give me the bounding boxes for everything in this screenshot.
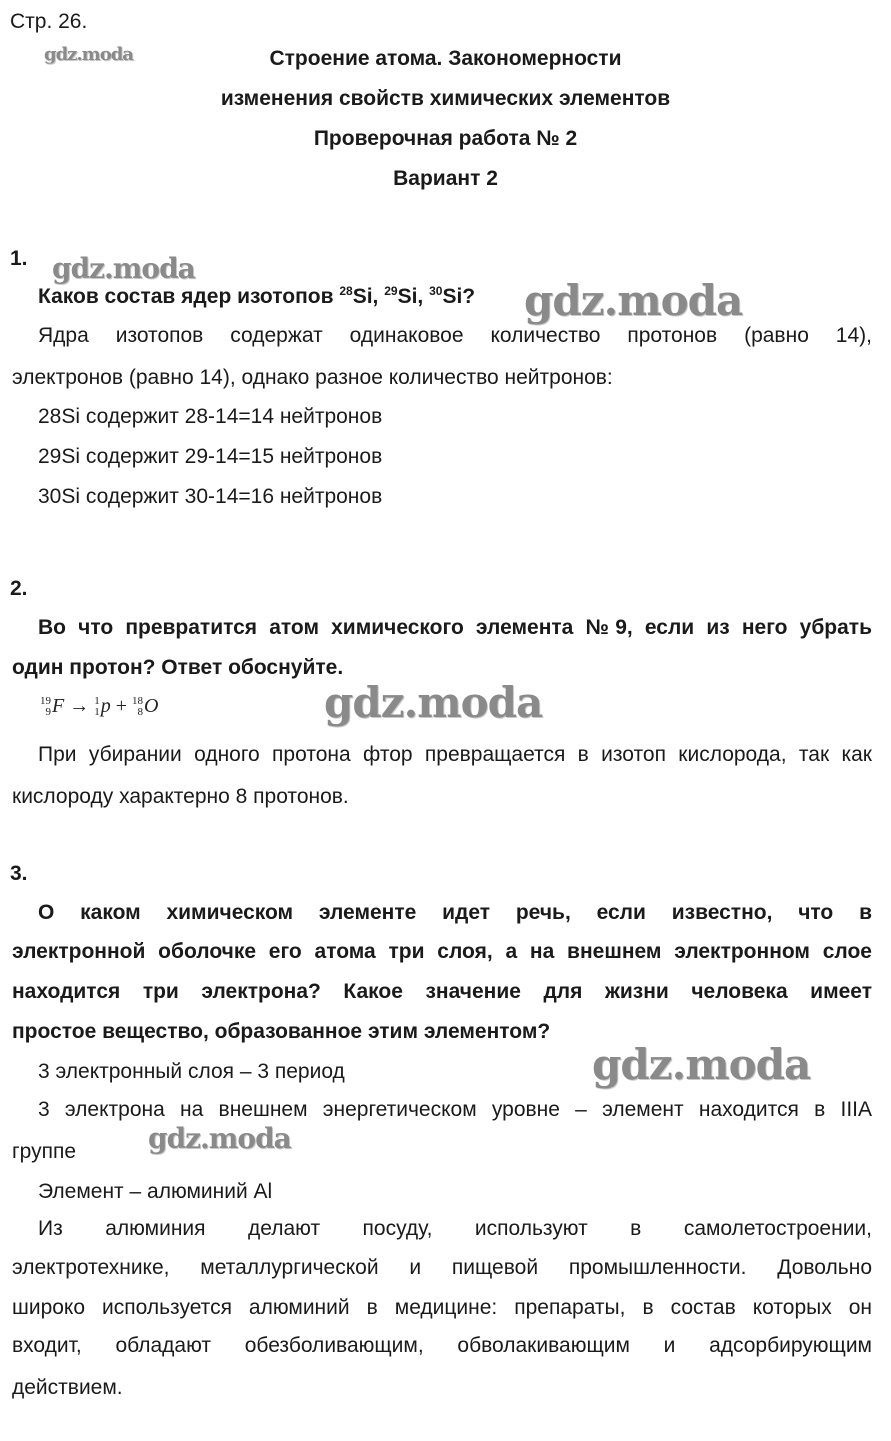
watermark-logo: gdz.moda	[524, 276, 743, 325]
q2-answer-line2: кислороду характерно 8 протонов.	[12, 785, 349, 808]
header-title-line1: Строение атома. Закономерности	[269, 47, 622, 70]
question-1-text	[38, 285, 475, 309]
iso2-symbol: Si,	[397, 285, 430, 308]
page-number-label: Стр. 26.	[10, 10, 88, 33]
q1-answer-line2: электронов (равно 14), однако разное количество нейтронов:	[12, 366, 613, 389]
p-z: 1	[94, 706, 100, 719]
o-mass: 18	[132, 695, 143, 708]
question-1-number: 1.	[10, 247, 28, 270]
f-z: 9	[45, 706, 51, 719]
f-symbol: F	[52, 695, 65, 717]
iso2-mass: 29	[384, 284, 398, 298]
q2-question-line1: Во что превратится атом химического элемента №9, если из него убрать	[38, 616, 872, 639]
q1-item-1: 28Si содержит 28-14=14 нейтронов	[38, 405, 383, 428]
watermark-logo: gdz.moda	[592, 1040, 811, 1089]
question-3-number: 3.	[10, 862, 28, 885]
iso3-symbol: Si?	[442, 285, 476, 308]
q1-answer-line1: Ядра изотопов содержат одинаковое количество протонов (равно 14),	[38, 324, 872, 347]
header-variant: Вариант 2	[393, 167, 498, 190]
q3-answer-4-line5: действием.	[12, 1376, 123, 1399]
header-title-line3: Проверочная работа № 2	[313, 127, 578, 150]
watermark-logo: gdz.moda	[44, 44, 133, 65]
q3-answer-2-line1: 3 электрона на внешнем энергетическом уровне – элемент находится в IIIA	[38, 1098, 872, 1121]
q2-answer-line1: При убирании одного протона фтор превращается в изотоп кислорода, так как	[38, 743, 872, 766]
q3-question-line2: электронной оболочке его атома три слоя, а на внешнем электронном слое	[12, 940, 872, 963]
q1-prefix: Каков состав ядер изотопов	[38, 285, 340, 308]
q1-item-3: 30Si содержит 30-14=16 нейтронов	[38, 485, 383, 508]
watermark-logo: gdz.moda	[52, 252, 195, 285]
nuclear-reaction-formula	[40, 695, 158, 718]
header-title-line2: изменения свойств химических элементов	[220, 87, 671, 110]
p-mass: 1	[94, 695, 100, 708]
q3-answer-4-line2: электротехнике, металлургической и пищевой промышленности. Довольно	[12, 1256, 872, 1279]
q3-question-line4: простое вещество, образованное этим элементом?	[12, 1020, 551, 1043]
q3-answer-1: 3 электронный слоя – 3 период	[38, 1060, 345, 1083]
q3-answer-3: Элемент – алюминий Al	[38, 1180, 273, 1203]
plus-symbol: +	[115, 695, 127, 717]
iso1-symbol: Si,	[352, 285, 385, 308]
watermark-logo: gdz.moda	[148, 1122, 291, 1155]
q3-question-line1: О каком химическом элементе идет речь, если известно, что в	[38, 901, 872, 924]
q3-answer-4-line4: входит, обладают обезболивающим, обволакивающим и адсорбирующим	[12, 1334, 872, 1357]
iso1-mass: 28	[339, 284, 353, 298]
q1-item-2: 29Si содержит 29-14=15 нейтронов	[38, 445, 383, 468]
p-symbol: p	[100, 695, 111, 717]
q3-answer-2-line2: группе	[12, 1140, 77, 1163]
q2-question-line2: один протон? Ответ обоснуйте.	[12, 656, 344, 679]
question-2-number: 2.	[10, 577, 28, 600]
iso3-mass: 30	[429, 284, 443, 298]
o-z: 8	[137, 706, 143, 719]
f-mass: 19	[40, 695, 51, 708]
q3-question-line3: находится три электрона? Какое значение для жизни человека имеет	[12, 980, 872, 1003]
watermark-logo: gdz.moda	[324, 678, 543, 727]
q3-answer-4-line3: широко используется алюминий в медицине: препараты, в состав которых он	[12, 1296, 872, 1319]
arrow-symbol: →	[69, 695, 90, 717]
q3-answer-4-line1: Из алюминия делают посуду, используют в самолетостроении,	[38, 1217, 872, 1240]
o-symbol: O	[144, 695, 159, 717]
